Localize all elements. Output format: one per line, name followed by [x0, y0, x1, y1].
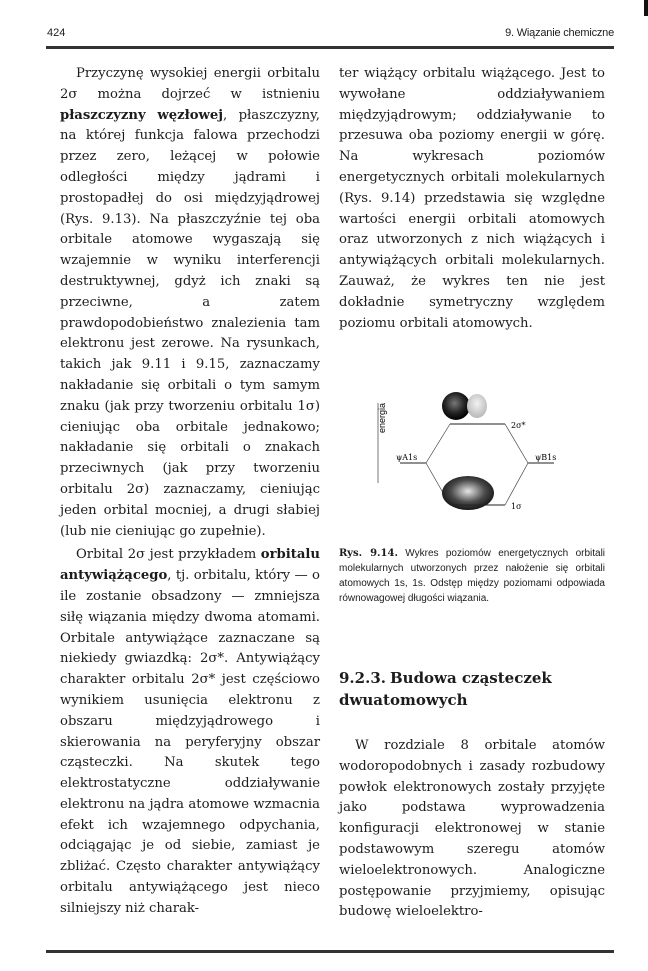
term-antibonding-orbital: orbitalu antywiążącego: [60, 547, 320, 584]
right-column: [339, 64, 605, 334]
footer-rule: [46, 950, 614, 953]
connector-b-down: [505, 463, 528, 505]
label-1s: 1σ: [511, 502, 522, 511]
section-title: Budowa cząsteczek dwuatomowych: [339, 669, 552, 709]
antibonding-lobe-dark: [442, 392, 470, 420]
term-nodal-plane: płaszczyzny węzłowej: [60, 107, 224, 123]
paragraph-3: W rozdziale 8 orbitale atomów wodoropodobnych i zasady rozbudowy powłok elektronowych zostały przyjęte jako podstawa wyprowadzenia konfiguracji elektronowej w stanie podstawowym szeregu atomów wieloelektronowych. Analogiczne postępowanie przyjmiemy, opisując budowę wieloelektro-: [339, 738, 605, 920]
paragraph-1: Przyczynę wysokiej energii orbitalu 2σ można dojrzeć w istnieniu płaszczyzny węzłowej, płaszczyzny, na której funkcja falowa przechodzi przez zero, leżącej w połowie odległości między jądrami i prostopadłej do osi międzyjądrowej (Rys. 9.13). Na płaszczyźnie tej oba orbitale atomowe wygaszają się wzajemnie w wyniku interferencji destruktywnej, gdyż ich znaki są przeciwne, a zatem prawdopodobieństwo znalezienia tam elektronu jest zerowe. Na rysunkach, takich jak 9.11 i 9.15, zaznaczamy nakładanie się orbitali o tym samym znaku (jak przy tworzeniu orbitalu 1σ) cieniując oba orbitale jednakowo; nakładanie się orbitali o znakach przeciwnych (jak przy tworzeniu orbitalu 2σ) zaznaczamy, cieniując jeden orbital mocniej, a drugi słabiej (lub nie cieniując go zupełnie).: [60, 66, 320, 539]
caption-text: Wykres poziomów energetycznych orbitali molekularnych utworzonych przez nałożenie się orbitali atomowych 1s, 1s. Odstęp między poziomami odpowiada równowagowej długości wiązania.: [339, 548, 606, 604]
label-b1s: ψB1s: [535, 453, 557, 462]
left-column: [60, 64, 320, 920]
page-number: 424: [47, 27, 66, 39]
energy-level-diagram: [364, 375, 586, 525]
antibonding-lobe-light: [467, 394, 487, 418]
section-body: [339, 736, 605, 923]
energy-axis-label: energia: [377, 402, 387, 433]
caption-label: Rys. 9.14.: [339, 548, 398, 559]
figure-caption: [339, 546, 605, 606]
connector-a-up: [426, 424, 450, 463]
label-2s-star: 2σ*: [511, 421, 526, 430]
running-header: 9. Wiązanie chemiczne: [505, 27, 614, 39]
paragraph-continued: ter wiążący orbitalu wiążącego. Jest to wywołane oddziaływaniem międzyjądrowym; oddziaływanie to przesuwa oba poziomy energii w górę. Na wykresach poziomów energetycznych orbitali molekularnych (Rys. 9.14) przedstawia się względne wartości energii orbitali atomowych oraz utworzonych z nich wiążących i antywiążących orbitali molekularnych. Zauważ, że wykres ten nie jest dokładnie symetryczny względem poziomu orbitali atomowych.: [339, 66, 605, 331]
label-a1s: ψA1s: [396, 453, 418, 462]
header-rule: [46, 46, 614, 49]
section-number: 9.2.3.: [339, 669, 386, 687]
corner-mark: [644, 0, 648, 16]
section-heading: [339, 667, 605, 711]
paragraph-2: Orbital 2σ jest przykładem orbitalu antywiążącego, tj. orbitalu, który — o ile zostanie obsadzony — zmniejsza siłę wiązania między dwoma atomami. Orbitale antywiążące zaznaczane są niekiedy gwiazdką: 2σ*. Antywiążący charakter orbitalu 2σ* jest częściowo wynikiem usunięcia elektronu z obszaru międzyjądrowego i skierowania na peryferyjny obszar cząsteczki. Na skutek tego elektrostatyczne oddziaływanie elektronu na jądra atomowe wzmacnia efekt ich wzajemnego odpychania, odciągając je od siebie, zamiast je zbliżać. Często charakter antywiążący orbitalu antywiążącego jest nieco silniejszy niż charak-: [60, 547, 320, 916]
